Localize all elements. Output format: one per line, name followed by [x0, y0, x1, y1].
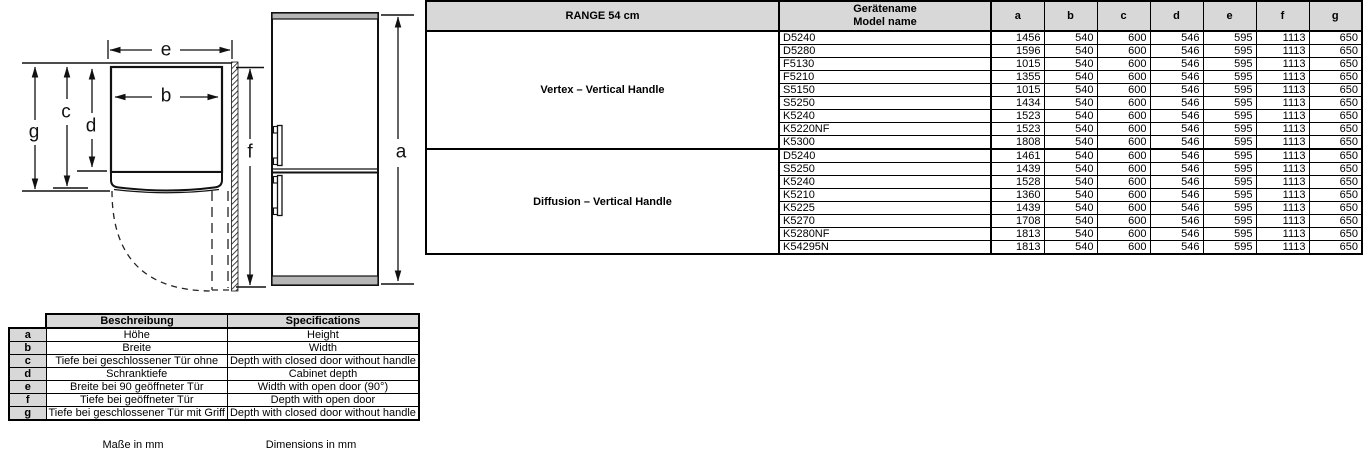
dim-b-value: 540 [1044, 31, 1097, 45]
legend-table [8, 313, 420, 421]
legend-en-text: Width [227, 342, 418, 355]
dim-f-value: 1113 [1256, 31, 1309, 45]
dim-c [53, 67, 88, 188]
dim-e-value: 595 [1203, 84, 1256, 97]
dim-g-value: 650 [1309, 45, 1362, 58]
dim-e-value: 595 [1203, 136, 1256, 150]
dim-d-value: 546 [1150, 163, 1203, 176]
legend-header-specifications: Specifications [227, 314, 418, 328]
legend-corner-blank [9, 314, 46, 328]
dim-e-value: 595 [1203, 149, 1256, 163]
legend-header-beschreibung: Beschreibung [46, 314, 227, 328]
dim-c-value: 600 [1097, 136, 1150, 150]
dim-d-value: 546 [1150, 241, 1203, 255]
legend-de-text: Tiefe bei geschlossener Tür ohne [46, 355, 227, 368]
dim-g-value: 650 [1309, 84, 1362, 97]
appliance-front-body [272, 13, 378, 285]
dim-c-value: 600 [1097, 45, 1150, 58]
dim-g-value: 650 [1309, 176, 1362, 189]
legend-de-text: Breite [46, 342, 227, 355]
dim-e-value: 595 [1203, 45, 1256, 58]
dim-b-value: 540 [1044, 84, 1097, 97]
legend-en-text: Cabinet depth [227, 368, 418, 381]
dimensions-table [425, 0, 1363, 255]
dim-f-value: 1113 [1256, 241, 1309, 255]
legend-row [9, 355, 419, 368]
dim-a-value: 1813 [991, 228, 1044, 241]
legend-de-text: Tiefe bei geöffneter Tür [46, 394, 227, 407]
model-name-cell: K5280NF [779, 228, 991, 241]
dim-f-value: 1113 [1256, 189, 1309, 202]
dim-a-value: 1523 [991, 123, 1044, 136]
model-name-cell: D5240 [779, 31, 991, 45]
dim-g-value: 650 [1309, 189, 1362, 202]
dim-c-value: 600 [1097, 149, 1150, 163]
dim-d-value: 546 [1150, 84, 1203, 97]
dim-e-value: 595 [1203, 97, 1256, 110]
dim-d-value: 546 [1150, 149, 1203, 163]
dim-g-value: 650 [1309, 215, 1362, 228]
dim-d-value: 546 [1150, 136, 1203, 150]
dim-a-value: 1523 [991, 110, 1044, 123]
model-name-cell: K5225 [779, 202, 991, 215]
legend-row [9, 368, 419, 381]
dim-f-value: 1113 [1256, 97, 1309, 110]
dim-a-value: 1596 [991, 45, 1044, 58]
legend-row [9, 328, 419, 342]
legend-de-text: Breite bei 90 geöffneter Tür [46, 381, 227, 394]
model-name-cell: K5210 [779, 189, 991, 202]
legend-key: a [9, 328, 46, 342]
model-name-cell: F5130 [779, 58, 991, 71]
dim-b-value: 540 [1044, 189, 1097, 202]
dim-d-value: 546 [1150, 31, 1203, 45]
dim-c-value: 600 [1097, 110, 1150, 123]
dim-e-value: 595 [1203, 241, 1256, 255]
dim-b-value: 540 [1044, 176, 1097, 189]
dim-f [236, 68, 266, 288]
dim-b-value: 540 [1044, 71, 1097, 84]
model-name-header [779, 1, 991, 31]
dim-g-value: 650 [1309, 202, 1362, 215]
dim-f-value: 1113 [1256, 110, 1309, 123]
dim-b-value: 540 [1044, 136, 1097, 150]
dim-b-value: 540 [1044, 202, 1097, 215]
dim-b-value: 540 [1044, 228, 1097, 241]
dim-c-value: 600 [1097, 189, 1150, 202]
dim-d-value: 546 [1150, 71, 1203, 84]
dim-e-value: 595 [1203, 228, 1256, 241]
dim-c-value: 600 [1097, 84, 1150, 97]
closed-door-topview [111, 172, 222, 191]
dim-label-c: c [61, 101, 71, 123]
dim-d-value: 546 [1150, 215, 1203, 228]
dim-f-value: 1113 [1256, 123, 1309, 136]
legend-row [9, 342, 419, 355]
dim-a-value: 1813 [991, 241, 1044, 255]
dim-c-value: 600 [1097, 176, 1150, 189]
legend-header-row [9, 314, 419, 328]
dim-e-value: 595 [1203, 189, 1256, 202]
dim-g-value: 650 [1309, 241, 1362, 255]
dim-a-value: 1461 [991, 149, 1044, 163]
dim-a-value: 1434 [991, 97, 1044, 110]
dim-f-value: 1113 [1256, 176, 1309, 189]
model-name-cell: S5250 [779, 163, 991, 176]
legend-en-text: Depth with closed door without handle [227, 355, 418, 368]
dim-c-value: 600 [1097, 228, 1150, 241]
cabinet-body-topview [111, 67, 222, 172]
range-header: RANGE 54 cm [426, 1, 779, 31]
dim-g-value: 650 [1309, 58, 1362, 71]
dim-g-value: 650 [1309, 163, 1362, 176]
model-name-cell: S5150 [779, 84, 991, 97]
legend-key: f [9, 394, 46, 407]
dim-g-value: 650 [1309, 97, 1362, 110]
dim-d-value: 546 [1150, 58, 1203, 71]
dim-f-value: 1113 [1256, 215, 1309, 228]
model-header-en: Model name [853, 16, 917, 28]
dim-c-value: 600 [1097, 215, 1150, 228]
dim-g-value: 650 [1309, 31, 1362, 45]
footnote-masse-in-mm: Maße in mm [102, 439, 164, 451]
dim-f-value: 1113 [1256, 84, 1309, 97]
dim-f-value: 1113 [1256, 71, 1309, 84]
legend-key: b [9, 342, 46, 355]
dim-g-value: 650 [1309, 149, 1362, 163]
dim-label-f: f [247, 141, 253, 163]
dim-d-value: 546 [1150, 123, 1203, 136]
model-name-cell: K5220NF [779, 123, 991, 136]
model-name-cell: K54295N [779, 241, 991, 255]
dim-c-value: 600 [1097, 123, 1150, 136]
top-view [22, 63, 237, 193]
dim-a-value: 1015 [991, 58, 1044, 71]
footnote-dimensions-in-mm: Dimensions in mm [265, 439, 357, 451]
dim-c-value: 600 [1097, 71, 1150, 84]
dimension-diagram [0, 0, 425, 300]
dim-col-f: f [1256, 1, 1309, 31]
dim-f-value: 1113 [1256, 202, 1309, 215]
dim-e-value: 595 [1203, 123, 1256, 136]
model-row [426, 31, 1362, 45]
legend-en-text: Height [227, 328, 418, 342]
model-name-cell: F5210 [779, 71, 991, 84]
dim-c-value: 600 [1097, 31, 1150, 45]
dim-a [381, 15, 414, 284]
dim-f-value: 1113 [1256, 163, 1309, 176]
dim-e-value: 595 [1203, 163, 1256, 176]
dim-e-value: 595 [1203, 176, 1256, 189]
dim-b-value: 540 [1044, 45, 1097, 58]
dim-e-value: 595 [1203, 110, 1256, 123]
dim-col-a: a [991, 1, 1044, 31]
legend-row [9, 407, 419, 421]
dim-col-e: e [1203, 1, 1256, 31]
dim-b-value: 540 [1044, 149, 1097, 163]
legend-key: c [9, 355, 46, 368]
model-name-cell: D5240 [779, 149, 991, 163]
model-name-cell: K5300 [779, 136, 991, 150]
dim-d-value: 546 [1150, 202, 1203, 215]
dim-b-value: 540 [1044, 123, 1097, 136]
dim-c-value: 600 [1097, 97, 1150, 110]
dim-col-b: b [1044, 1, 1097, 31]
dim-col-g: g [1309, 1, 1362, 31]
dim-e-value: 595 [1203, 215, 1256, 228]
legend-en-text: Depth with closed door without handle [227, 407, 418, 421]
legend-key: e [9, 381, 46, 394]
dim-a-value: 1360 [991, 189, 1044, 202]
dim-g-value: 650 [1309, 136, 1362, 150]
dim-e-value: 595 [1203, 31, 1256, 45]
legend-de-text: Höhe [46, 328, 227, 342]
dim-col-d: d [1150, 1, 1203, 31]
dim-a-value: 1015 [991, 84, 1044, 97]
dim-f-value: 1113 [1256, 45, 1309, 58]
dim-a-value: 1528 [991, 176, 1044, 189]
door-swing [112, 191, 229, 291]
dim-b-value: 540 [1044, 163, 1097, 176]
model-name-cell: D5280 [779, 45, 991, 58]
legend-de-text: Tiefe bei geschlossener Tür mit Griff [46, 407, 227, 421]
section-label: Vertex – Vertical Handle [426, 31, 779, 149]
dim-label-a: a [395, 141, 407, 163]
dim-b-value: 540 [1044, 97, 1097, 110]
dim-d-value: 546 [1150, 176, 1203, 189]
dim-a-value: 1439 [991, 202, 1044, 215]
dim-g-value: 650 [1309, 123, 1362, 136]
dim-e [108, 40, 232, 61]
model-header-de: Gerätename [853, 3, 917, 15]
dim-a-value: 1456 [991, 31, 1044, 45]
dim-d-value: 546 [1150, 110, 1203, 123]
legend-en-text: Depth with open door [227, 394, 418, 407]
dim-f-value: 1113 [1256, 58, 1309, 71]
dim-a-value: 1355 [991, 71, 1044, 84]
dim-e-value: 595 [1203, 58, 1256, 71]
model-name-cell: K5270 [779, 215, 991, 228]
section-label: Diffusion – Vertical Handle [426, 149, 779, 254]
model-name-cell: K5240 [779, 176, 991, 189]
dim-d-value: 546 [1150, 97, 1203, 110]
dim-d-value: 546 [1150, 228, 1203, 241]
front-view [272, 13, 378, 285]
dim-b-value: 540 [1044, 110, 1097, 123]
dim-g [29, 67, 40, 189]
appliance-plinth [272, 276, 378, 285]
dim-b-value: 540 [1044, 215, 1097, 228]
table-header-row [426, 1, 1362, 31]
dim-label-b: b [160, 85, 172, 107]
dim-g-value: 650 [1309, 71, 1362, 84]
dim-b-value: 540 [1044, 58, 1097, 71]
legend-de-text: Schranktiefe [46, 368, 227, 381]
dim-label-g: g [28, 121, 40, 143]
dim-e-value: 595 [1203, 71, 1256, 84]
dim-b-value: 540 [1044, 241, 1097, 255]
dim-f-value: 1113 [1256, 228, 1309, 241]
dim-d [77, 69, 107, 171]
model-name-cell: K5240 [779, 110, 991, 123]
dim-e-value: 595 [1203, 202, 1256, 215]
legend-key: d [9, 368, 46, 381]
legend-en-text: Width with open door (90°) [227, 381, 418, 394]
dim-c-value: 600 [1097, 241, 1150, 255]
dim-c-value: 600 [1097, 202, 1150, 215]
dim-c-value: 600 [1097, 58, 1150, 71]
dim-c-value: 600 [1097, 163, 1150, 176]
model-row [426, 149, 1362, 163]
door-swing-arc [112, 191, 212, 291]
wall-hatch [232, 62, 239, 291]
dim-f-value: 1113 [1256, 136, 1309, 150]
dim-label-d: d [85, 115, 97, 137]
legend-key: g [9, 407, 46, 421]
dim-d-value: 546 [1150, 45, 1203, 58]
appliance-top-panel [272, 13, 378, 19]
dim-g-value: 650 [1309, 228, 1362, 241]
dim-f-value: 1113 [1256, 149, 1309, 163]
legend-row [9, 394, 419, 407]
dim-a-value: 1439 [991, 163, 1044, 176]
dim-g-value: 650 [1309, 110, 1362, 123]
dim-d-value: 546 [1150, 189, 1203, 202]
dim-col-c: c [1097, 1, 1150, 31]
dim-a-value: 1808 [991, 136, 1044, 150]
legend-row [9, 381, 419, 394]
model-name-cell: S5250 [779, 97, 991, 110]
dim-a-value: 1708 [991, 215, 1044, 228]
dim-label-e: e [160, 39, 172, 61]
